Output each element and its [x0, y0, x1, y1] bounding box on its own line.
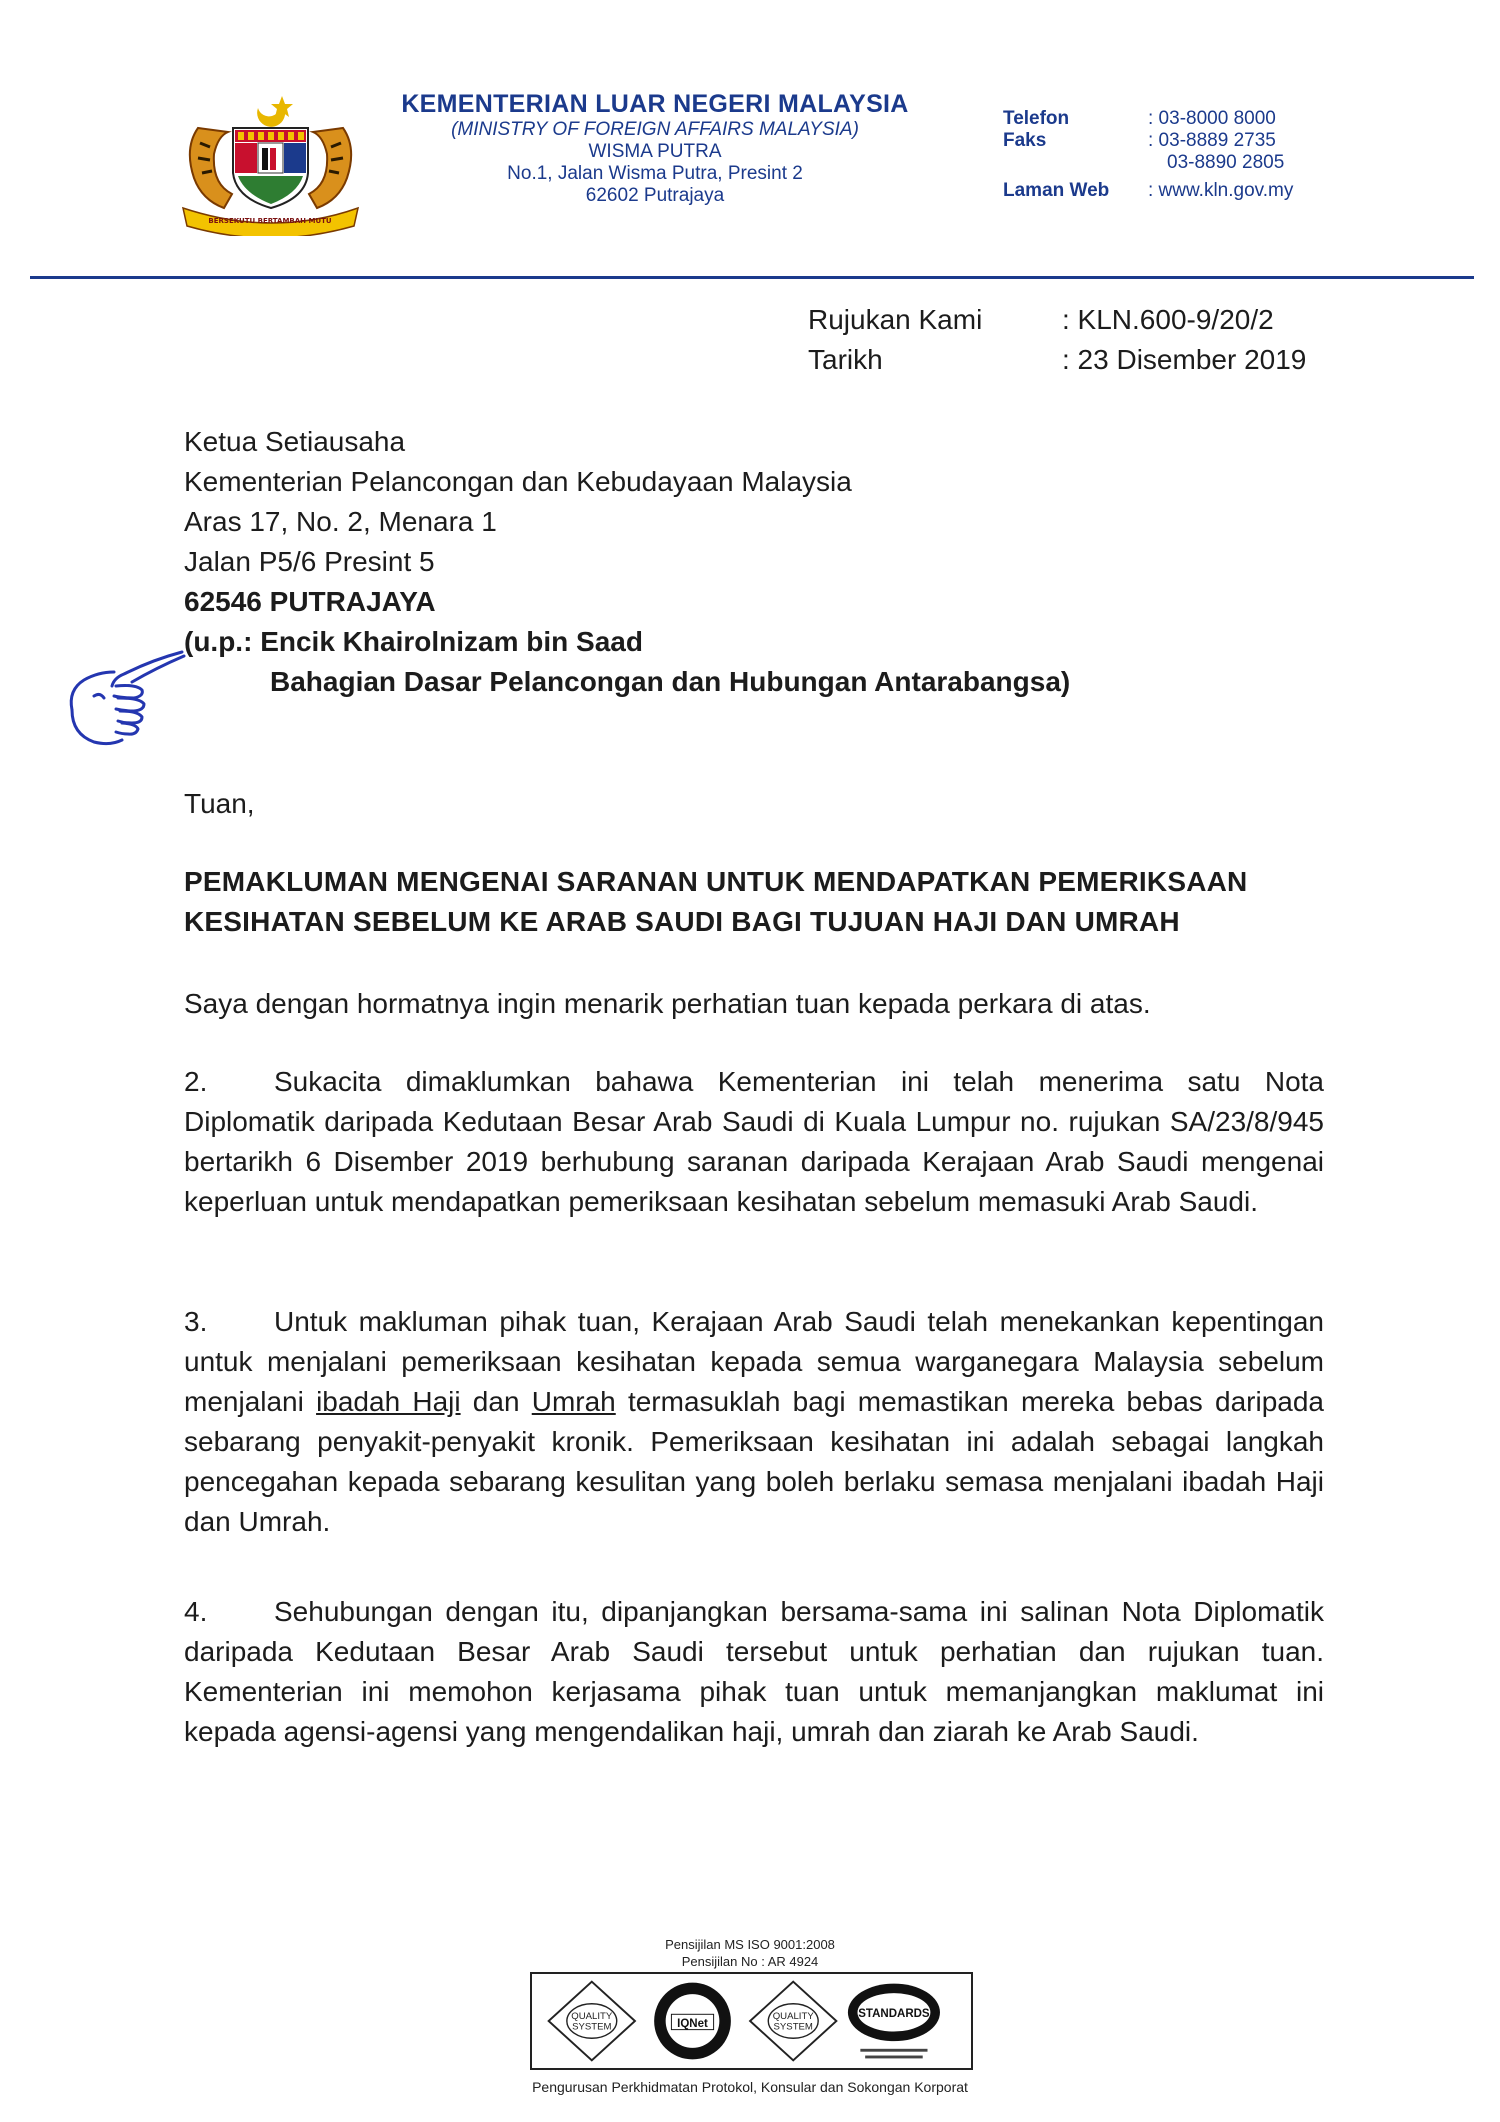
paragraph-text: Sehubungan dengan itu, dipanjangkan bersama-sama ini salinan Nota Diplomatik daripada Kedutaan Besar Arab Saudi tersebut untuk perhatian dan rujukan tuan. Kementerian ini memohon kerjasama pihak tuan untuk memanjangkan maklumat ini kepada agensi-agensi yang mengendalikan haji, umrah dan ziarah ke Arab Saudi.: [184, 1596, 1324, 1747]
intro-paragraph: Saya dengan hormatnya ingin menarik perhatian tuan kepada perkara di atas.: [184, 988, 1151, 1019]
quality-system-badge-icon: [750, 1982, 836, 2061]
faks-value-1: : 03-8889 2735: [1148, 130, 1276, 151]
date-label: Tarikh: [808, 344, 883, 375]
badge-text: STANDARDS: [858, 2008, 930, 2021]
attention-line: (u.p.: Encik Khairolnizam bin Saad: [184, 626, 643, 657]
letter-subject: PEMAKLUMAN MENGENAI SARANAN UNTUK MENDAPATKAN PEMERIKSAAN KESIHATAN SEBELUM KE ARAB SAUDI BAGI TUJUAN HAJI DAN UMRAH: [184, 866, 1248, 937]
paragraph-text: termasuklah bagi memastikan mereka bebas daripada sebarang penyakit-penyakit kronik. Pemeriksaan kesihatan ini adalah sebagai langkah pencegahan kepada sebarang kesulitan yang boleh berlaku semasa menjalani ibadah Haji dan Umrah.: [184, 1386, 1324, 1537]
certification-badges: [530, 1972, 973, 2070]
recipient-line: Ketua Setiausaha: [184, 426, 406, 457]
recipient-line: Aras 17, No. 2, Menara 1: [184, 506, 497, 537]
ministry-postcode: 62602 Putrajaya: [585, 185, 725, 206]
paragraph-number: 2.: [184, 1066, 208, 1097]
reference-value: : KLN.600-9/20/2: [1062, 304, 1274, 335]
recipient-postcode: 62546 PUTRAJAYA: [184, 586, 436, 617]
ministry-building: WISMA PUTRA: [588, 141, 722, 162]
faks-label: Faks: [1003, 130, 1047, 151]
underlined-text: Umrah: [531, 1386, 616, 1417]
underlined-text: ibadah Haji: [316, 1386, 461, 1417]
web-value: : www.kln.gov.my: [1148, 180, 1294, 201]
badge-text: SYSTEM: [572, 2021, 612, 2033]
footer-unit-name: Pengurusan Perkhidmatan Protokol, Konsular dan Sokongan Korporat: [532, 2079, 968, 2095]
standards-malaysia-badge-icon: [848, 1984, 940, 2059]
certification-number: Pensijilan No : AR 4924: [681, 1954, 819, 1969]
paragraph-text: Sukacita dimaklumkan bahawa Kementerian ini telah menerima satu Nota Diplomatik daripada Kedutaan Besar Arab Saudi di Kuala Lumpur no. rujukan SA/23/8/945 bertarikh 6 Disember 2019 berhubung saranan daripada Kerajaan Arab Saudi mengenai keperluan untuk mendapatkan pemeriksaan kesihatan sebelum memasuki Arab Saudi.: [184, 1066, 1324, 1217]
faks-value-2: 03-8890 2805: [1167, 152, 1285, 173]
pointing-hand-icon: [64, 640, 189, 750]
paragraph-number: 3.: [184, 1306, 208, 1337]
recipient-line: Jalan P5/6 Presint 5: [184, 546, 435, 577]
paragraph-2: [184, 1062, 1324, 1222]
badge-text: QUALITY: [772, 2011, 814, 2023]
recipient-address: [184, 422, 1184, 702]
ministry-name-english: (MINISTRY OF FOREIGN AFFAIRS MALAYSIA): [451, 119, 859, 140]
date-value: : 23 Disember 2019: [1062, 344, 1307, 375]
telefon-value: : 03-8000 8000: [1148, 108, 1276, 129]
reference-label: Rujukan Kami: [808, 304, 983, 335]
paragraph-3: [184, 1302, 1324, 1542]
paragraph-text: dan: [460, 1386, 532, 1417]
ministry-address: No.1, Jalan Wisma Putra, Presint 2: [507, 163, 803, 184]
quality-system-badge-icon: [549, 1982, 635, 2061]
recipient-line: Kementerian Pelancongan dan Kebudayaan Malaysia: [184, 466, 852, 497]
letterhead-divider: [30, 276, 1474, 279]
salutation: Tuan,: [184, 788, 255, 819]
badge-text: IQNet: [677, 2017, 708, 2030]
malaysia-coat-of-arms-icon: [178, 88, 363, 236]
paragraph-4: [184, 1592, 1324, 1752]
certification-line: Pensijilan MS ISO 9001:2008: [665, 1937, 835, 1952]
crest-banner-text: BERSEKUTU BERTAMBAH MUTU: [208, 217, 332, 225]
web-label: Laman Web: [1003, 180, 1110, 201]
paragraph-number: 4.: [184, 1596, 208, 1627]
paragraph-text: Untuk makluman pihak tuan, Kerajaan Arab Saudi telah menekankan kepentingan untuk menjalani pemeriksaan kesihatan kepada semua warganegara Malaysia sebelum menjalani: [184, 1306, 1324, 1417]
attention-division: Bahagian Dasar Pelancongan dan Hubungan Antarabangsa): [270, 666, 1071, 697]
badge-text: SYSTEM: [773, 2021, 813, 2033]
badge-text: QUALITY: [571, 2011, 613, 2023]
telefon-label: Telefon: [1003, 108, 1070, 129]
iqnet-badge-icon: [654, 1983, 731, 2060]
ministry-name: KEMENTERIAN LUAR NEGERI MALAYSIA: [401, 90, 909, 118]
